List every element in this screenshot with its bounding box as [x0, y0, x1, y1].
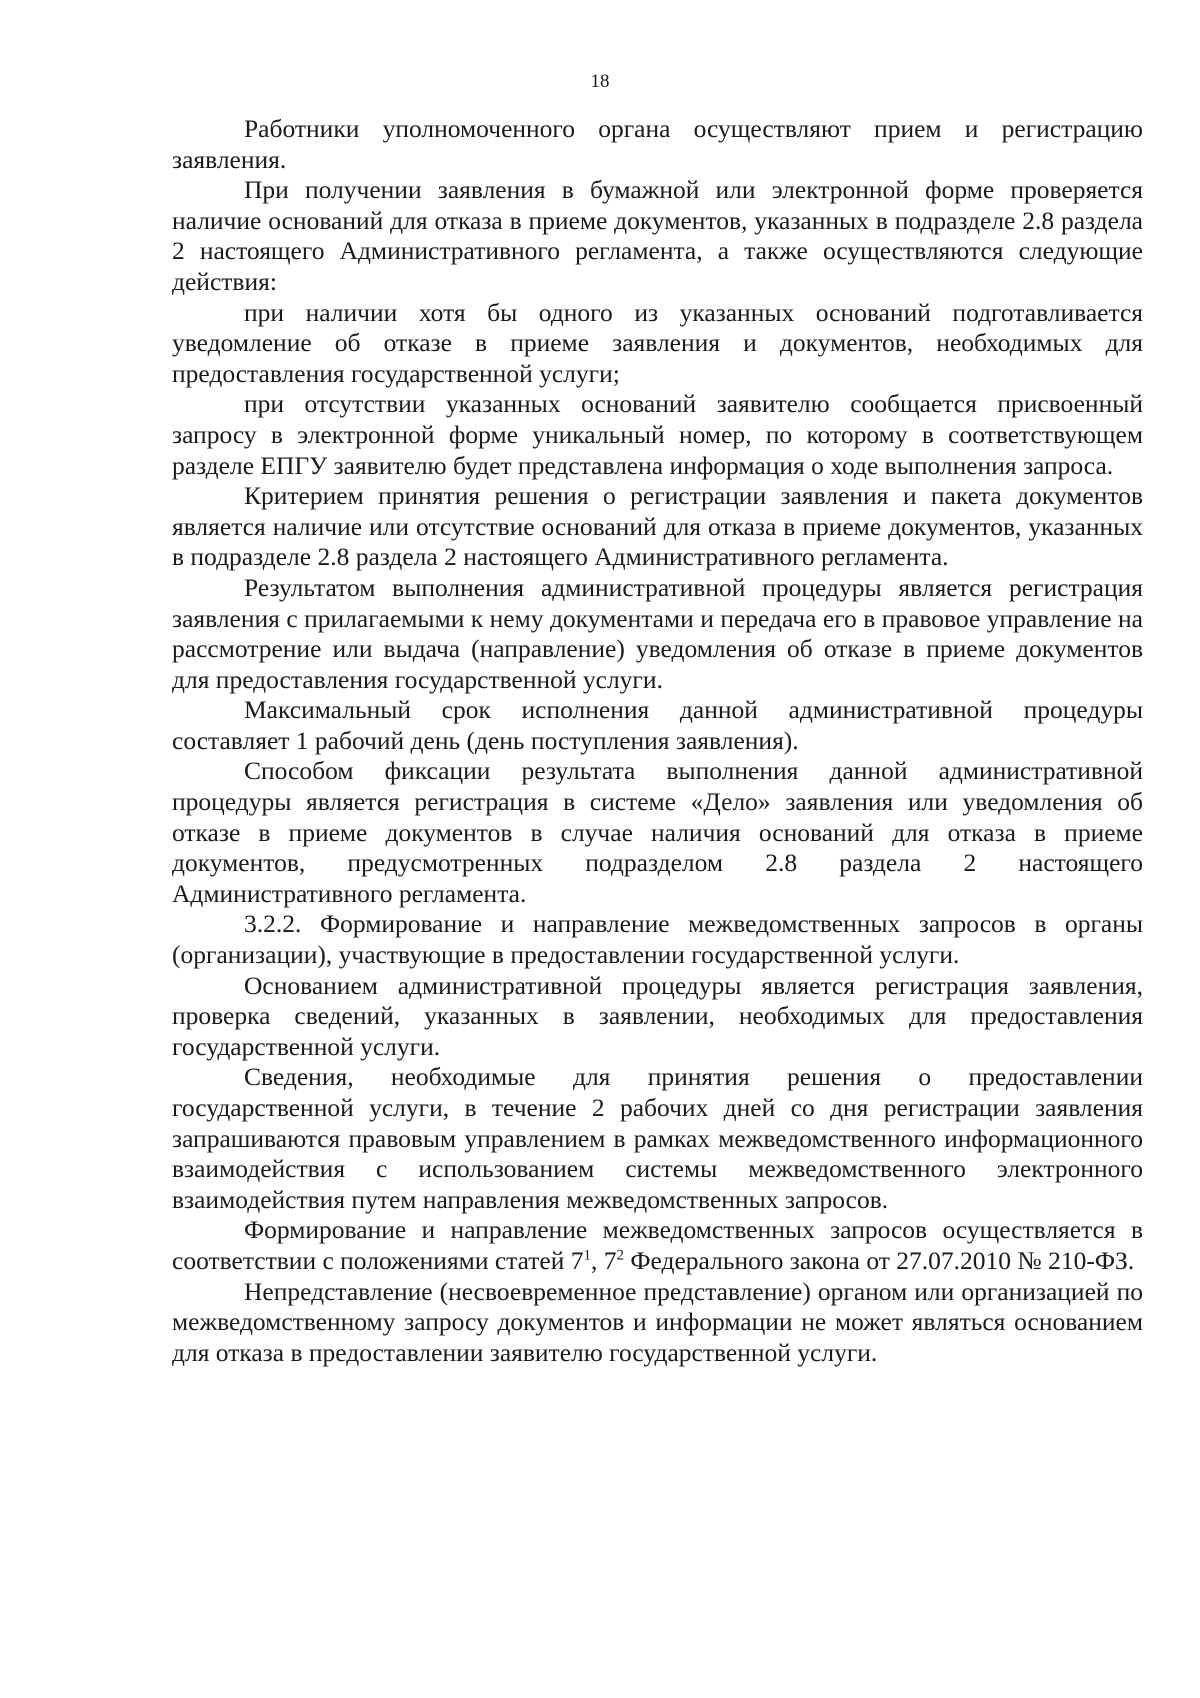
text-run: Формирование и направление межведомственных запросов осуществляется в соответствии с положениями статей 7	[172, 1215, 1143, 1275]
paragraph: Результатом выполнения административной процедуры является регистрация заявления с прилагаемыми к нему документами и передача его в правовое управление на рассмотрение или выдача (направление) уведомления об отказе в приеме документов для предоставления государственной услуги.	[172, 572, 1143, 694]
paragraph-with-superscripts	[172, 1215, 1143, 1276]
paragraph: Непредставление (несвоевременное представление) органом или организацией по межведомственному запросу документов и информации не может являться основанием для отказа в предоставлении заявителю государственной услуги.	[172, 1276, 1143, 1367]
paragraph: Способом фиксации результата выполнения данной административной процедуры является регистрация в системе «Дело» заявления или уведомления об отказе в приеме документов в случае наличия оснований для отказа в приеме документов, предусмотренных подразделом 2.8 раздела 2 настоящего Административного регламента.	[172, 756, 1143, 908]
paragraph: Основанием административной процедуры является регистрация заявления, проверка сведений, указанных в заявлении, необходимых для предоставления государственной услуги.	[172, 970, 1143, 1061]
section-number: 3.2.2.	[244, 909, 302, 939]
paragraph: При получении заявления в бумажной или электронной форме проверяется наличие оснований для отказа в приеме документов, указанных в подразделе 2.8 раздела 2 настоящего Административного регламента, а также осуществляются следующие действия:	[172, 175, 1143, 296]
text-run: , 7	[591, 1245, 617, 1275]
page-number: 18	[590, 71, 610, 92]
superscript: 2	[616, 1247, 624, 1264]
text-run: Федерального закона от 27.07.2010 № 210-ФЗ.	[624, 1245, 1135, 1275]
paragraph: Критерием принятия решения о регистрации заявления и пакета документов является наличие или отсутствие оснований для отказа в приеме документов, указанных в подразделе 2.8 раздела 2 настоящего Административного регламента.	[172, 481, 1143, 572]
paragraph: Работники уполномоченного органа осуществляют прием и регистрацию заявления.	[172, 114, 1143, 174]
paragraph: Сведения, необходимые для принятия решения о предоставлении государственной услуги, в течение 2 рабочих дней со дня регистрации заявления запрашиваются правовым управлением в рамках межведомственного информационного взаимодействия с использованием системы межведомственного электронного взаимодействия путем направления межведомственных запросов.	[172, 1062, 1143, 1214]
paragraph: при отсутствии указанных оснований заявителю сообщается присвоенный запросу в электронной форме уникальный номер, по которому в соответствующем разделе ЕПГУ заявителю будет представлена информация о ходе выполнения запроса.	[172, 389, 1143, 480]
document-body	[172, 114, 1143, 1368]
section-text: Формирование и направление межведомственных запросов в органы (организации), участвующие в предоставлении государственной услуги.	[172, 909, 1144, 970]
section-heading-paragraph	[172, 909, 1143, 970]
superscript: 1	[583, 1247, 591, 1264]
paragraph: при наличии хотя бы одного из указанных оснований подготавливается уведомление об отказе в приеме заявления и документов, необходимых для предоставления государственной услуги;	[172, 297, 1143, 388]
paragraph: Максимальный срок исполнения данной административной процедуры составляет 1 рабочий день (день поступления заявления).	[172, 695, 1143, 755]
